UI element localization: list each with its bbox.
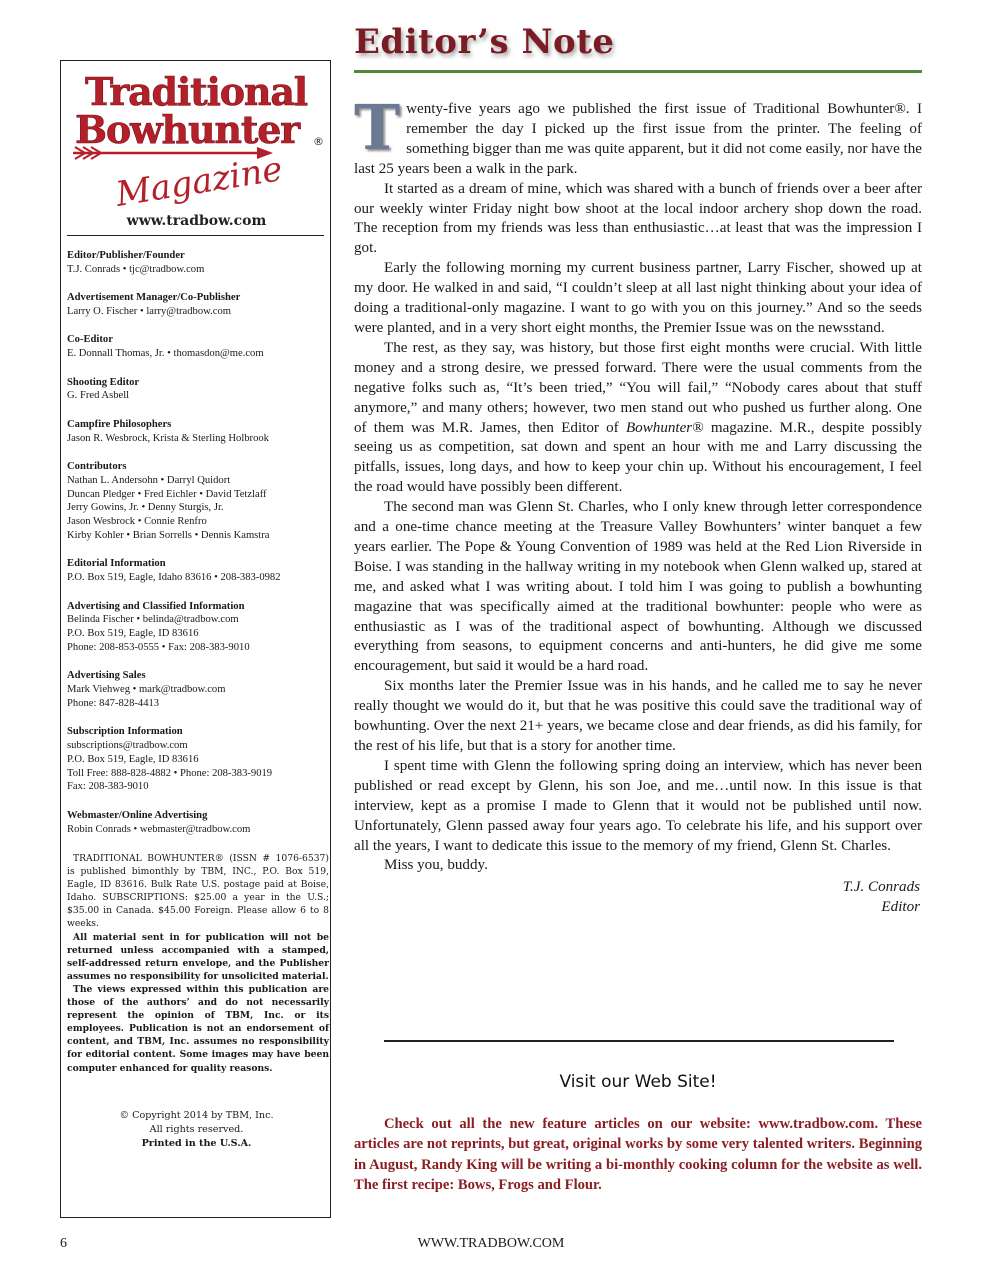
- staff-line: Robin Conrads • webmaster@tradbow.com: [67, 823, 251, 835]
- copyright-block: [61, 1109, 332, 1151]
- staff-role: Contributors: [67, 460, 127, 472]
- rights-line: All rights reserved.: [149, 1124, 244, 1135]
- article-paragraph-1: Twenty-five years ago we published the first issue of Traditional Bowhunter®. I remember the day I picked up the first issue from the printer. The feeling of something bigger than me was quite apparent, but it did not come easily, nor have the last 25 years been a walk in the park.: [354, 91, 922, 177]
- staff-line: Phone: 208-853-0555 • Fax: 208-383-9010: [67, 641, 250, 653]
- staff-line: Larry O. Fischer • larry@tradbow.com: [67, 305, 231, 317]
- signature-title: Editor: [881, 899, 920, 916]
- article-paragraph-4: The rest, as they say, was history, but those first eight months were crucial. With little money and a strong desire, we pressed forward. There were the usual comments from the negative folks such as, “It’s been tried,” “You will fail,” “Nobody cares about that stuff anymore,” and many others; however, two men stand out who pushed us further along. One of them was M.R. James, then Editor of Bowhunter® magazine. M.R., despite possibly seeing us as competition, sat down and spent an hour with me and Larry discussing the pitfalls, issues, long days, and how to keep your chin up. Without his encouragement, I feel the road would have possibly been different.: [354, 339, 922, 496]
- logo-url: www.tradbow.com: [126, 213, 267, 229]
- staff-role: Webmaster/Online Advertising: [67, 809, 208, 821]
- legal-submissions: All material sent in for publication will not be returned unless accompanied with a stamped, self-addressed return envelope, and the Publisher assumes no responsibility for unsolicited material.: [67, 931, 329, 982]
- staff-line: Mark Viehweg • mark@tradbow.com: [67, 684, 226, 696]
- staff-line: subscriptions@tradbow.com: [67, 740, 188, 752]
- staff-group: [67, 669, 329, 710]
- staff-role: Shooting Editor: [67, 376, 140, 388]
- staff-role: Editorial Information: [67, 558, 166, 570]
- article-paragraph-6: Six months later the Premier Issue was in his hands, and he called me to say he never really thought we would do it, but that he was positive this could save the traditional way of bowhunting. Over the next 21+ years, we became close and dear friends, as did his family, for the rest of his life, but that is a story for another time.: [354, 678, 922, 754]
- staff-line: G. Fred Asbell: [67, 390, 130, 402]
- logo-word-bowhunter: Bowhunter: [74, 107, 300, 152]
- article-paragraph-5: The second man was Glenn St. Charles, who I only knew through letter correspondence and a one-time chance meeting at the Treasure Valley Bowhunters’ winter banquet a few years earlier. The Pope & Young Convention of 1989 was held at the Red Lion Riverside in Boise. I was standing in the hallway writing in my notebook when Glenn walked up, stared at me, and asked what I was writing about. I told him I was going to publish a bowhunting magazine that was specifically aimed at the traditional bowhunter: people who were as enthusiastic as I was of the traditional aspect of bowhunting. Although we discussed everything from seasons, to equipment concerns and anti-hunters, he did give me some encouragement, but said it would be a hard road.: [354, 499, 922, 675]
- staff-role: Editor/Publisher/Founder: [67, 250, 185, 261]
- article-paragraph-2: It started as a dream of mine, which was shared with a bunch of friends over a beer after our weekly winter Friday night bow shoot at the local indoor archery shop down the road. The reception from my friends was less than enthusiastic…at least that was the impression I got.: [354, 180, 922, 257]
- drop-cap: T: [354, 91, 401, 164]
- staff-group: [67, 809, 329, 837]
- staff-line: P.O. Box 519, Eagle, ID 83616: [67, 753, 199, 765]
- staff-role: Advertising Sales: [67, 670, 146, 682]
- staff-line: Toll Free: 888-828-4882 • Phone: 208-383-9019: [67, 767, 273, 779]
- staff-role: Advertising and Classified Information: [67, 600, 245, 612]
- staff-line: P.O. Box 519, Eagle, Idaho 83616 • 208-383-0982: [67, 572, 281, 584]
- title-rule: [354, 70, 922, 73]
- staff-group: [67, 376, 329, 404]
- staff-line: Jerry Gowins, Jr. • Denny Sturgis, Jr.: [67, 502, 224, 514]
- staff-line: Kirby Kohler • Brian Sorrells • Dennis Kamstra: [67, 529, 270, 541]
- staff-line: Phone: 847-828-4413: [67, 697, 160, 709]
- footer-url: WWW.TRADBOW.COM: [417, 1236, 565, 1251]
- staff-group: [67, 725, 329, 794]
- staff-line: Jason Wesbrock • Connie Renfro: [67, 516, 207, 528]
- logo-divider: [67, 235, 324, 236]
- staff-group: [67, 291, 329, 319]
- staff-line: T.J. Conrads • tjc@tradbow.com: [67, 263, 205, 275]
- staff-line: E. Donnall Thomas, Jr. • thomasdon@me.com: [67, 348, 264, 360]
- staff-line: P.O. Box 519, Eagle, ID 83616: [67, 628, 199, 640]
- staff-group: [67, 557, 329, 585]
- article-paragraph-3: Early the following morning my current business partner, Larry Fischer, showed up at my door. He walked in and said, “I couldn’t sleep at all last night thinking about your idea of doing a traditional-only magazine. I want to go with you on this journey.” And so the seeds were planted, and in a very short eight months, the Premier Issue was on the newsstand.: [354, 260, 922, 336]
- staff-role: Subscription Information: [67, 726, 183, 738]
- staff-group: [67, 600, 329, 655]
- printed-line: Printed in the U.S.A.: [141, 1138, 252, 1149]
- staff-group: [67, 333, 329, 361]
- logo-graphic: [61, 61, 332, 221]
- staff-line: Belinda Fischer • belinda@tradbow.com: [67, 614, 239, 626]
- staff-line: Nathan L. Andersohn • Darryl Quidort: [67, 474, 231, 486]
- staff-line: Duncan Pledger • Fred Eichler • David Tetzlaff: [67, 488, 267, 500]
- staff-role: Campfire Philosophers: [67, 418, 172, 430]
- legal-notice: [67, 852, 329, 1075]
- masthead-box: [60, 60, 331, 1218]
- staff-group: [67, 418, 329, 446]
- article-paragraph-8: Miss you, buddy.: [384, 857, 488, 874]
- staff-list: [67, 249, 329, 851]
- signature-block: [354, 878, 922, 918]
- page-title: Editor’s Note: [354, 22, 615, 62]
- visit-website-heading: Visit our Web Site!: [559, 1072, 717, 1092]
- logo-word-magazine: Magazine: [113, 149, 286, 215]
- staff-role: Advertisement Manager/Co-Publisher: [67, 292, 241, 304]
- article-paragraph-7: I spent time with Glenn the following spring doing an interview, which has never been published or read except by Glenn, his son Joe, and me…until now. In this issue is that interview, kept as a promise I made to Glenn that it would not be published until now. Unfortunately, Glenn passed away four years ago. To celebrate his life, and his support over all the years, I want to dedicate this issue to the memory of my friend, Glenn St. Charles.: [354, 757, 922, 854]
- logo-registered-mark: ®: [313, 135, 324, 148]
- page-number: 6: [60, 1236, 67, 1251]
- editors-note-article: [354, 91, 922, 918]
- staff-group: [67, 460, 329, 543]
- visit-website-text: Check out all the new feature articles on our website: www.tradbow.com. These articles are not reprints, but great, original works by some very talented writers. Beginning in August, Randy King will be writing a bi-monthly cooking column for the website as well. The first recipe: Bows, Frogs and Flour.: [354, 1116, 922, 1193]
- magazine-title-italic: Bowhunter®: [625, 419, 704, 436]
- staff-group: [67, 249, 329, 277]
- copyright-line: © Copyright 2014 by TBM, Inc.: [119, 1110, 274, 1121]
- staff-role: Co-Editor: [67, 334, 113, 346]
- legal-disclaimer: The views expressed within this publication are those of the authors’ and do not necessarily represent the opinion of TBM, Inc. or its employees. Publication is not an endorsement of content, and TBM, Inc. assumes no responsibility for editorial content. Some images may have been computer enhanced for quality reasons.: [67, 983, 329, 1074]
- logo-word-traditional: Traditional: [85, 69, 307, 114]
- legal-publication-info: TRADITIONAL BOWHUNTER® (ISSN # 1076-6537) is published bimonthly by TBM, INC., P.O. Box 519, Eagle, ID 83616. Bulk Rate U.S. postage paid at Boise, Idaho. SUBSCRIPTIONS: $25.00 a year in the U.S.; $35.00 in Canada. $45.00 Foreign. Please allow 6 to 8 weeks.: [67, 853, 329, 930]
- signature-name: T.J. Conrads: [842, 879, 920, 896]
- staff-line: Fax: 208-383-9010: [67, 781, 149, 793]
- section-divider: [384, 1040, 894, 1042]
- magazine-logo: [61, 61, 332, 231]
- staff-line: Jason R. Wesbrock, Krista & Sterling Holbrook: [67, 432, 269, 444]
